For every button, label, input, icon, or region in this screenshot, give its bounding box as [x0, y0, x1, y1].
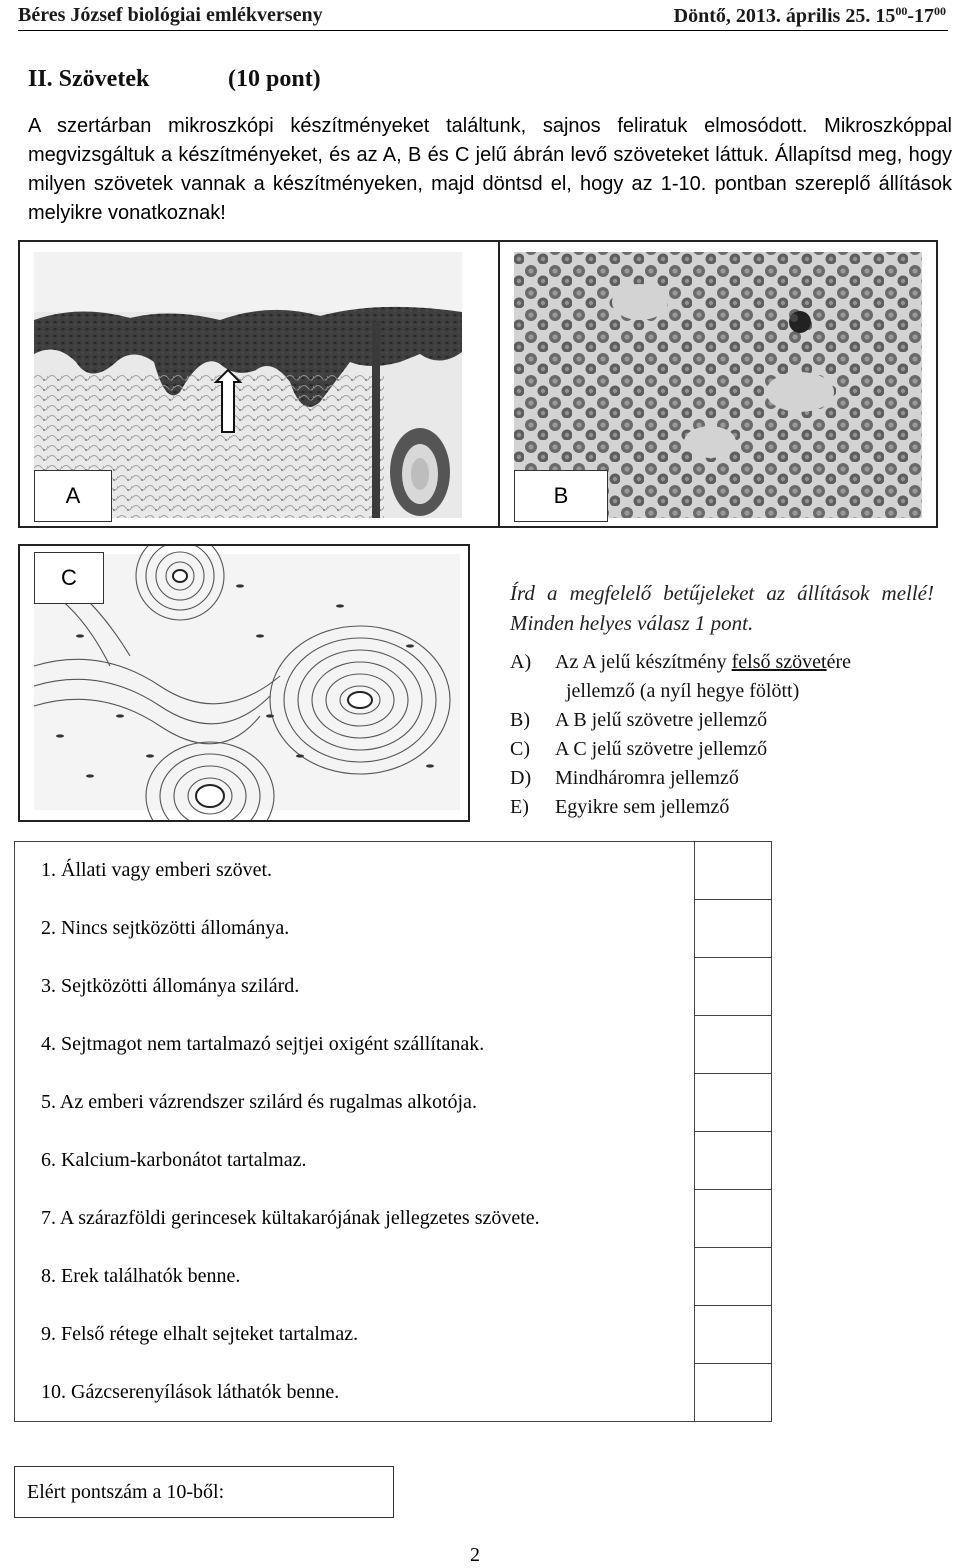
score-box[interactable]: [14, 1466, 394, 1518]
figure-b-frame: [498, 240, 938, 528]
answer-cell[interactable]: [695, 900, 772, 958]
answer-cell[interactable]: [695, 1248, 772, 1306]
table-row: [15, 1074, 772, 1132]
option-e: [510, 793, 950, 822]
answer-cell[interactable]: [695, 842, 772, 900]
score-label: Elért pontszám a 10-ből:: [27, 1480, 225, 1503]
answer-instruction: Írd a megfelelő betűjeleket az állítások mellé! Minden helyes válasz 1 pont.: [510, 581, 934, 635]
table-row: [15, 1248, 772, 1306]
answer-cell[interactable]: [695, 1016, 772, 1074]
answer-cell[interactable]: [695, 1132, 772, 1190]
section-title: [28, 66, 321, 93]
option-key: B): [510, 709, 530, 731]
figure-c-label: C: [34, 552, 104, 604]
option-text: Mindháromra jellemző: [555, 767, 739, 789]
option-key: C): [510, 738, 530, 760]
page-number: 2: [470, 1544, 480, 1566]
option-a-continuation: jellemző (a nyíl hegye fölött): [566, 680, 800, 702]
page-header: [18, 4, 948, 31]
question-text: 5. Az emberi vázrendszer szilárd és rugalmas alkotója.: [15, 1074, 695, 1132]
answer-cell[interactable]: [695, 958, 772, 1016]
table-row: [15, 1364, 772, 1422]
figure-a-frame: [18, 240, 500, 528]
table-row: [15, 958, 772, 1016]
question-text: 4. Sejtmagot nem tartalmazó sejtjei oxigént szállítanak.: [15, 1016, 695, 1074]
option-c: [510, 735, 950, 764]
header-competition: Béres József biológiai emlékverseny: [18, 4, 323, 26]
option-key: E): [510, 796, 529, 818]
table-row: [15, 900, 772, 958]
question-text: 8. Erek találhatók benne.: [15, 1248, 695, 1306]
figure-b-label: B: [514, 470, 608, 522]
question-table: [14, 841, 772, 1422]
intro-paragraph: A szertárban mikroszkópi készítményeket találtunk, sajnos feliratuk elmosódott. Mikroszkóppal megvizsgáltuk a készítményeket, és az A, B és C jelű ábrán levő szöveteket láttuk. Állapítsd meg, hogy milyen szövetek vannak a készítményeken, majd döntsd el, hogy az 1-10. pontban szereplő állítások melyikre vonatkoznak!: [28, 115, 952, 224]
table-row: [15, 1190, 772, 1248]
answer-cell[interactable]: [695, 1190, 772, 1248]
question-text: 3. Sejtközötti állománya szilárd.: [15, 958, 695, 1016]
question-text: 9. Felső rétege elhalt sejteket tartalmaz.: [15, 1306, 695, 1364]
answer-cell[interactable]: [695, 1306, 772, 1364]
section-points: (10 pont): [228, 66, 321, 92]
option-key: D): [510, 767, 532, 789]
option-text: A B jelű szövetre jellemző: [555, 709, 768, 731]
answer-options: [510, 648, 950, 822]
figure-c-frame: [18, 544, 470, 822]
table-row: [15, 842, 772, 900]
question-text: 2. Nincs sejtközötti állománya.: [15, 900, 695, 958]
option-key: A): [510, 651, 532, 673]
option-a-underlined: felső szövet: [731, 651, 827, 673]
table-row: [15, 1016, 772, 1074]
option-text: Egyikre sem jellemző: [555, 796, 730, 818]
answer-cell[interactable]: [695, 1364, 772, 1422]
option-text: A C jelű szövetre jellemző: [555, 738, 768, 760]
answer-cell[interactable]: [695, 1074, 772, 1132]
section-title-text: II. Szövetek: [28, 66, 150, 92]
table-row: [15, 1132, 772, 1190]
option-d: [510, 764, 950, 793]
figure-a-label: A: [34, 470, 112, 522]
question-text: 10. Gázcserenyílások láthatók benne.: [15, 1364, 695, 1422]
question-text: 6. Kalcium-karbonátot tartalmaz.: [15, 1132, 695, 1190]
table-row: [15, 1306, 772, 1364]
question-text: 7. A szárazföldi gerincesek kültakarójának jellegzetes szövete.: [15, 1190, 695, 1248]
option-a: A) Az A jelű készítmény felső szövetére jellemző (a nyíl hegye fölött): [510, 648, 950, 706]
option-b: [510, 706, 950, 735]
question-text: 1. Állati vagy emberi szövet.: [15, 842, 695, 900]
header-date: Döntő, 2013. április 25. $15^{00}-17^{00}$: [673, 4, 946, 27]
